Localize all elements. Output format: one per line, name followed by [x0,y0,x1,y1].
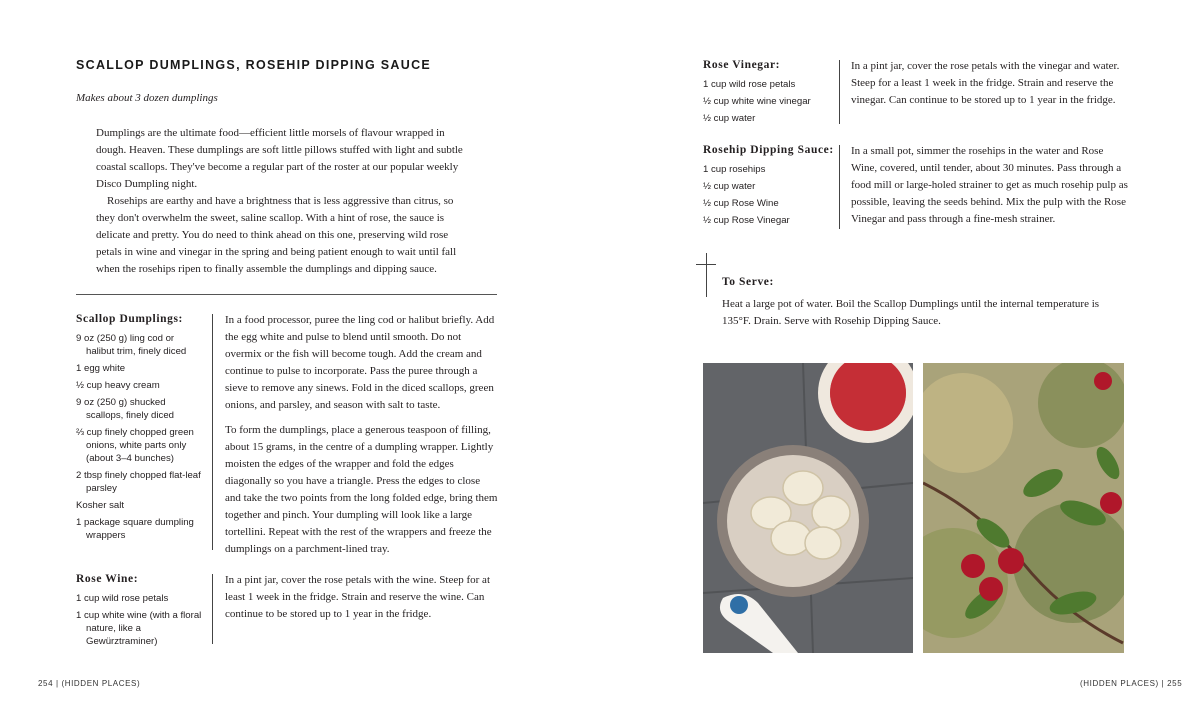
ingredient-item: ½ cup water [703,181,756,192]
dumplings-photo [703,363,913,653]
ingredient-item: 9 oz (250 g) shucked scallops, finely diced [76,397,174,421]
ingredient-item: ⅔ cup finely chopped green onions, white parts only (about 3–4 bunches) [76,427,194,464]
ingredient-item: 1 cup rosehips [703,164,766,175]
method-paragraph: Heat a large pot of water. Boil the Scallop Dumplings until the internal temperature is 135°F. Drain. Serve with Rosehip Dipping Sauce. [722,298,1100,327]
ingredient-item: ½ cup white wine vinegar [703,96,811,107]
method-paragraph: To form the dumplings, place a generous teaspoon of filling, about 15 grams, in the centre of a dumpling wrapper. Lightly moisten the edges of the wrapper and fold the edges diagonally so you have a triangle. Press the edges to close and take the two points from the long folded edge, bring them together and pinch. Your dumpling will look like a large tortellini. Repeat with the rest of the wrappers and freeze the dumplings on a parchment-lined tray. [225,424,498,555]
ingredient-item: Kosher salt [76,500,124,511]
to-serve-heading: To Serve: [722,276,774,288]
rosehip-sauce-ingredients [703,163,831,231]
left-page-footer: 254 | (HIDDEN PLACES) [38,679,141,688]
column-rule [839,145,840,229]
ingredient-item: 1 package square dumpling wrappers [76,517,194,541]
intro-paragraph: Dumplings are the ultimate food—efficient little morsels of flavour wrapped in dough. Heaven. These dumplings are soft little pillows stuffed with light and subtle coastal scallops. They've become a regular part of the roster at our popular weekly Disco Dumpling night. [96,127,463,190]
recipe-yield: Makes about 3 dozen dumplings [76,92,218,104]
rosehips-photo [923,363,1124,653]
rosehips-photo-illustration [923,363,1124,653]
to-serve-text [722,296,1122,338]
rose-vinegar-ingredients [703,78,831,129]
ingredient-item: ½ cup Rose Wine [703,198,779,209]
method-paragraph: In a small pot, simmer the rosehips in the water and Rose Wine, covered, until tender, about 30 minutes. Pass through a food mill or large-holed strainer to get as much rosehip pulp as possible, leaving the seeds behind. Mix the pulp with the Rose Vinegar and pass through a fine-mesh strainer. [851,145,1128,225]
method-paragraph: In a pint jar, cover the rose petals with the vinegar and water. Steep for a least 1 week in the fridge. Strain and reserve the vinegar. Can continue to be stored up to 1 year in the fridge. [851,60,1120,106]
right-page-footer: (HIDDEN PLACES) | 255 [1080,679,1183,688]
method-paragraph: In a food processor, puree the ling cod or halibut briefly. Add the egg white and pulse to blend until smooth. Do not overmix or the fish will become tough. Add the cream and continue to pulse to incorporate. Pass the puree through a sieve to remove any sinews. Fold in the diced scallops, green onions, and parsley, and season with salt to taste. [225,314,495,411]
rose-wine-method [225,572,498,631]
dumplings-photo-illustration [703,363,913,653]
scallop-dumplings-heading: Scallop Dumplings: [76,313,183,325]
rosehip-sauce-method [851,143,1131,236]
column-rule [212,314,213,550]
to-serve-rule-vertical [706,253,707,297]
rose-wine-heading: Rose Wine: [76,573,139,585]
ingredient-item: 1 cup white wine (with a floral nature, like a Gewürztraminer) [76,610,202,647]
to-serve-rule-horizontal [696,264,716,265]
ingredient-item: ½ cup water [703,113,756,124]
ingredient-item: ½ cup Rose Vinegar [703,215,790,226]
column-rule [212,574,213,644]
scallop-dumplings-ingredients [76,332,204,546]
column-rule [839,60,840,124]
ingredient-item: 1 egg white [76,363,126,374]
method-paragraph: In a pint jar, cover the rose petals with the wine. Steep for at least 1 week in the fridge. Strain and reserve the wine. Can continue to be stored up to 1 year in the fridge. [225,574,490,620]
ingredient-item: 9 oz (250 g) ling cod or halibut trim, finely diced [76,333,187,357]
recipe-title: SCALLOP DUMPLINGS, ROSEHIP DIPPING SAUCE [76,58,432,72]
section-divider [76,294,497,295]
scallop-dumplings-method [225,312,498,566]
recipe-intro [96,125,471,278]
rose-wine-ingredients [76,592,204,652]
ingredient-item: 1 cup wild rose petals [703,79,796,90]
ingredient-item: 1 cup wild rose petals [76,593,169,604]
intro-paragraph: Rosehips are earthy and have a brightness that is less aggressive than citrus, so they don't overwhelm the sweet, saline scallop. With a hint of rose, the sauce is delicate and pretty. You do need to think ahead on this one, preserving wild rose petals in wine and vinegar in the spring and being patient enough to wait until fall when the rosehips ripen to finally assemble the dumplings and dipping sauce. [96,195,457,275]
rose-vinegar-heading: Rose Vinegar: [703,59,781,71]
ingredient-item: 2 tbsp finely chopped flat-leaf parsley [76,470,201,494]
rose-vinegar-method [851,58,1131,117]
rosehip-sauce-heading: Rosehip Dipping Sauce: [703,144,834,156]
ingredient-item: ½ cup heavy cream [76,380,160,391]
